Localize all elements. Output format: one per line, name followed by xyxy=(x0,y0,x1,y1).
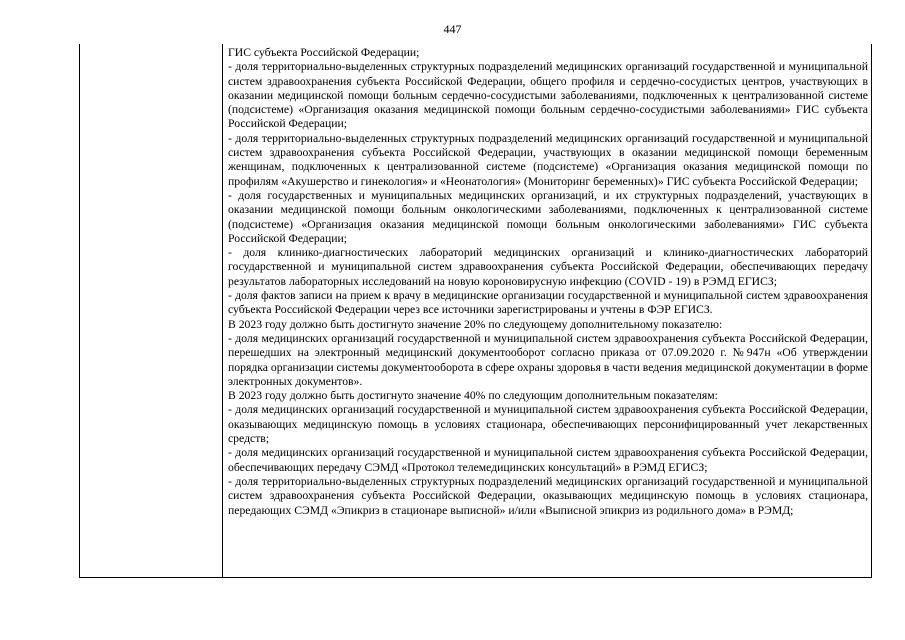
paragraph-edm-indicator: - доля медицинских организаций государственной и муниципальной систем здравоохранения субъекта Российской Федерации, перешедших на электронный медицинский документооборот согласно приказа от 07.09.2020 г. №947н «Об утверждении порядка организации системы документооборота в сфере охраны здоровья в части ведения медицинской документации в форме электронных документов». xyxy=(228,331,868,388)
paragraph-cardio-indicator: - доля территориально-выделенных структурных подразделений медицинских организаций государственной и муниципальной систем здравоохранения субъекта Российской Федерации, общего профиля и сердечно-сосудистых центров, участвующих в оказании медицинской помощи больным сердечно-сосудистыми заболеваниями, подключенных к централизованной системе (подсистеме) «Организация оказания медицинской помощи больным сердечно-сосудистыми заболеваниями» ГИС субъекта Российской Федерации; xyxy=(228,60,868,131)
paragraph-appointment-indicator: - доля фактов записи на прием к врачу в медицинские организации государственной и муниципальной систем здравоохранения субъекта Российской Федерации через все источники зарегистрированы и учтены в ФЭР ЕГИСЗ. xyxy=(228,289,868,317)
paragraph-2023-target-20: В 2023 году должно быть достигнуто значение 20% по следующему дополнительному показателю: xyxy=(228,317,723,331)
paragraph-lab-covid-indicator: - доля клинико-диагностических лабораторий медицинских организаций и клинико-диагностических лабораторий государственной и муниципальной систем здравоохранения субъекта Российской Федерации, обеспечивающих передачу результатов лабораторных исследований на новую короновирусную инфекцию (COVID - 19) в РЭМД ЕГИСЗ; xyxy=(228,246,868,288)
paragraph-telemedicine-indicator: - доля медицинских организаций государственной и муниципальной систем здравоохранения субъекта Российской Федерации, обеспечивающих передачу СЭМД «Протокол телемедицинских консультаций» в РЭМД ЕГИСЗ; xyxy=(228,446,868,474)
paragraph-2023-target-40: В 2023 году должно быть достигнуто значение 40% по следующим дополнительным показателям: xyxy=(228,389,718,403)
paragraph-discharge-epicrisis-indicator: - доля территориально-выделенных структурных подразделений медицинских организаций государственной и муниципальной систем здравоохранения субъекта Российской Федерации, оказывающих медицинскую помощь в условиях стационара, передающих СЭМД «Эпикриз в стационаре выписной» и/или «Выписной эпикриз из родильного дома» в РЭМД; xyxy=(228,474,868,517)
document-table xyxy=(79,44,872,578)
paragraph-drug-accounting-indicator: - доля медицинских организаций государственной и муниципальной систем здравоохранения субъекта Российской Федерации, оказывающих медицинскую помощь в условиях стационара, обеспечивающих персонифицированный учет лекарственных средств; xyxy=(228,403,868,446)
table-right-cell xyxy=(223,44,871,577)
page-number: 447 xyxy=(443,22,462,36)
table-left-cell xyxy=(80,44,223,577)
paragraph-gis-continuation: ГИС субъекта Российской Федерации; xyxy=(228,46,420,59)
paragraph-pregnancy-indicator: - доля территориально-выделенных структурных подразделений медицинских организаций государственной и муниципальной систем здравоохранения субъекта Российской Федерации, участвующих в оказании медицинской помощи беременным женщинам, подключенных к централизованной системе (подсистеме) «Организация оказания медицинской помощи по профилям «Акушерство и гинекология» и «Неонатология» (Мониторинг беременных)» ГИС субъекта Российской Федерации; xyxy=(228,131,868,188)
paragraph-oncology-indicator: - доля государственных и муниципальных медицинских организаций, и их структурных подразделений, участвующих в оказании медицинской помощи больным онкологическими заболеваниями, подключенных к централизованной системе (подсистеме) «Организация оказания медицинской помощи больным онкологическими заболеваниями» ГИС субъекта Российской Федерации; xyxy=(228,188,868,245)
